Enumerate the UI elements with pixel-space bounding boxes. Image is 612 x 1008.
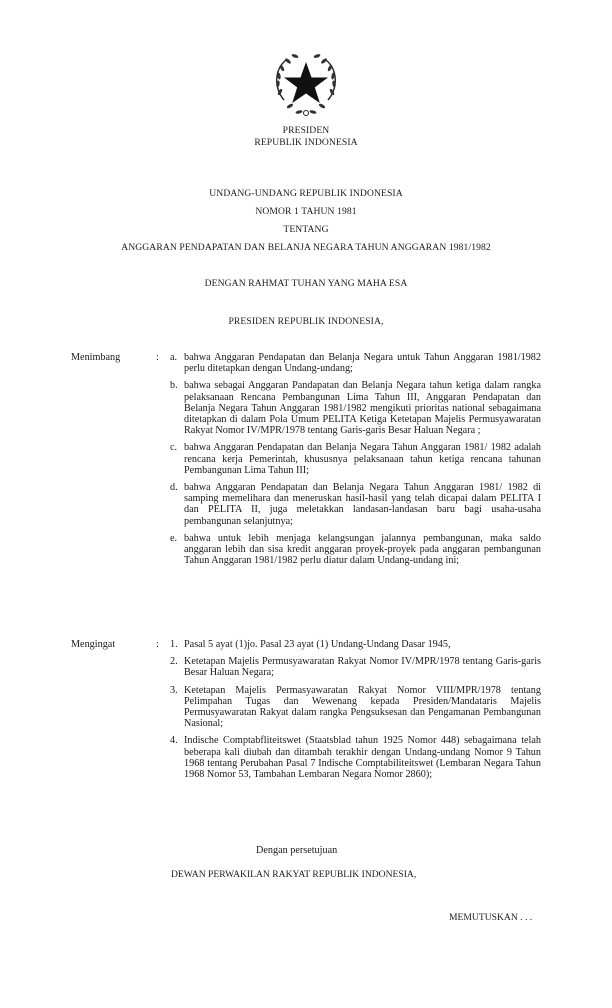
menimbang-item-d (170, 482, 541, 527)
title-number: NOMOR 1 TAHUN 1981 (255, 206, 357, 217)
approval-intro: Dengan persetujuan (256, 845, 338, 856)
approval-dpr: DEWAN PERWAKILAN RAKYAT REPUBLIK INDONESIA, (171, 869, 417, 880)
item-text: bahwa Anggaran Pendapatan dan Belanja Negara Tahun Anggaran 1981/ 1982 adalah rencana kerja Pemerintah, khususnya pelaksanaan tahun ketiga rencana tahunan Pembangunan Lima Tahun III; (184, 442, 541, 476)
mengingat-item-4 (170, 735, 541, 780)
title-law: UNDANG-UNDANG REPUBLIK INDONESIA (209, 188, 403, 199)
item-text: bahwa untuk lebih menjaga kelangsungan jalannya pembangunan, maka saldo anggaran lebih dan sisa kredit anggaran proyek-proyek pada anggaran pembangunan Tahun Anggaran 1981/1982 perlu diatur dalam Undang-undang ini; (184, 532, 541, 567)
mengingat-colon: : (156, 639, 159, 650)
item-marker: 1. (170, 639, 178, 650)
item-text: Pasal 5 ayat (1)jo. Pasal 23 ayat (1) Undang-Undang Dasar 1945, (184, 639, 451, 650)
menimbang-item-c (170, 442, 541, 476)
title-about: TENTANG (283, 224, 329, 235)
menimbang-item-a (170, 352, 541, 374)
menimbang-label: Menimbang (71, 352, 121, 363)
item-marker: 2. (170, 656, 178, 668)
item-text: bahwa sebagai Anggaran Pandapatan dan Belanja Negara tahun ketiga dalam rangka pelaksanaan Rencana Pembangunan Lima Tahun III, Anggaran Pendapatan dan Belanja Negara Tahun Anggaran 1981/1982 mengikuti prioritas national sebagaimana ditetapkan di dalam Pola Umum PELITA Ketiga Ketetapan Majelis Permusyawaratan Rakyat Nomor IV/MPR/1978 tentang Garis-garis Besar Haluan Negara ; (184, 380, 541, 437)
item-text: bahwa Anggaran Pendapatan dan Belanja Negara untuk Tahun Anggaran 1981/1982 perlu ditetapkan dengan Undang-undang; (184, 352, 541, 375)
item-text: Indische Comptabfliteitswet (Staatsblad tahun 1925 Nomor 448) sebagaimana telah beberapa kali diubah dan ditambah terakhir dengan Undang-undang Nomor 9 Tahun 1968 tentang Perubahan Pasal 7 Indische Comptabiliteitswet (Lembaran Negara Tahun 1968 Nomor 53, Tambahan Lembaran Negara Nomor 2860); (184, 735, 541, 781)
title-subject: ANGGARAN PENDAPATAN DAN BELANJA NEGARA TAHUN ANGGARAN 1981/1982 (121, 242, 491, 253)
menimbang-item-e (170, 533, 541, 567)
item-text: Ketetapan Majelis Permasyawaratan Rakyat Nomor VIII/MPR/1978 tentang Pelimpahan Tugas dan Wewenang kepada Presiden/Mandataris Majelis Permusyawaratan Rakyat dalam rangka Pengsuksesan dan Pengamanan Pembangunan Nasional; (184, 684, 541, 730)
item-marker: 3. (170, 684, 178, 696)
garuda-star-emblem-icon (270, 48, 342, 120)
preamble-issuer: PRESIDEN REPUBLIK INDONESIA, (228, 316, 384, 327)
mengingat-item-3 (170, 685, 541, 730)
mengingat-item-2 (170, 656, 541, 678)
item-text: bahwa Anggaran Pendapatan dan Belanja Negara Tahun Anggaran 1981/ 1982 di samping memelihara dan meneruskan hasil-hasil yang telah dicapai dalam PELITA I dan PELITA II, juga meletakkan landasan-landasan baru bagi usaha-usaha pembangunan selanjutnya; (184, 482, 541, 527)
mengingat-item-1 (170, 639, 541, 650)
header-republic: REPUBLIK INDONESIA (254, 137, 358, 148)
item-marker: 4. (170, 735, 178, 747)
header-president: PRESIDEN (282, 125, 330, 136)
menimbang-item-b (170, 380, 541, 436)
item-text: Ketetapan Majelis Permusyawaratan Rakyat Nomor IV/MPR/1978 tentang Garis-garis Besar Haluan Negara; (184, 656, 541, 679)
item-marker: b. (170, 380, 178, 392)
item-marker: a. (170, 352, 178, 363)
mengingat-label: Mengingat (71, 639, 116, 650)
mengingat-list (170, 639, 541, 786)
item-marker: d. (170, 482, 178, 494)
item-marker: c. (170, 442, 178, 454)
continuation-marker: MEMUTUSKAN . . . (449, 912, 533, 923)
preamble-blessing: DENGAN RAHMAT TUHAN YANG MAHA ESA (204, 278, 408, 289)
menimbang-colon: : (156, 352, 159, 363)
item-marker: e. (170, 532, 178, 544)
menimbang-list (170, 352, 541, 572)
